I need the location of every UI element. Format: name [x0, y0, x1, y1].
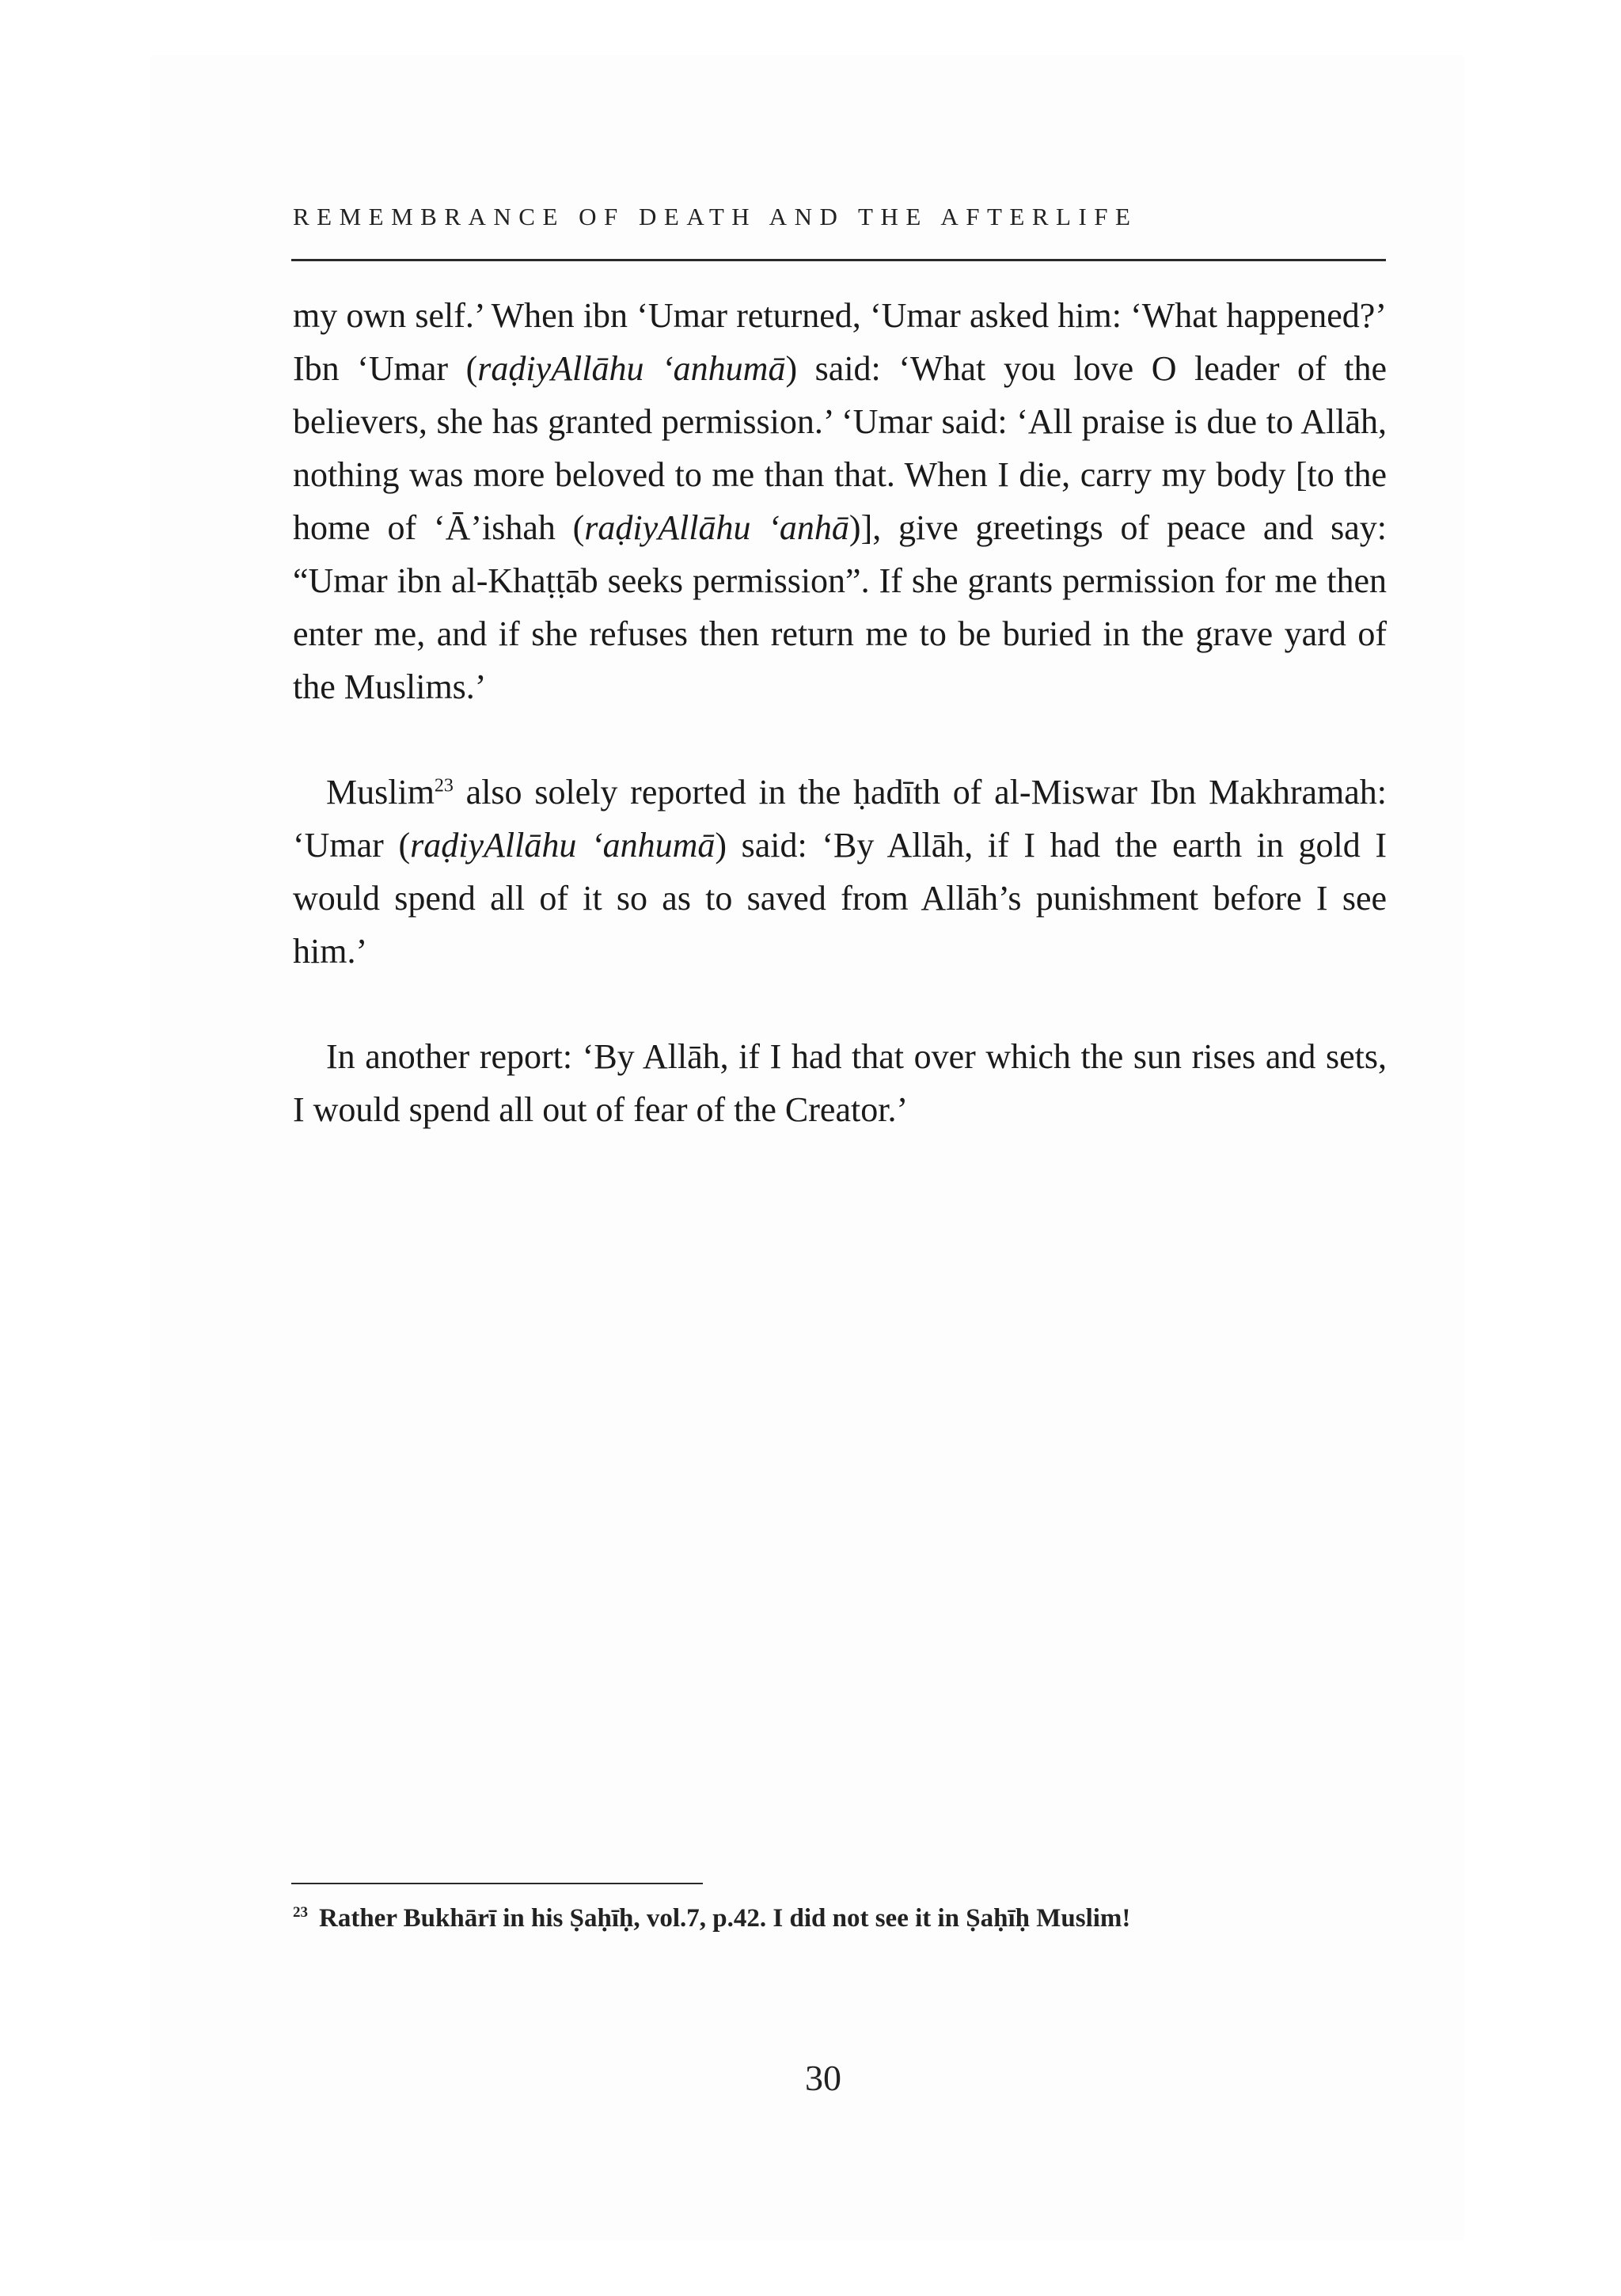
header-rule	[291, 259, 1386, 261]
body-text	[293, 289, 1387, 1136]
page-number: 30	[805, 2058, 841, 2098]
footnote-reference[interactable]: 23	[434, 775, 454, 796]
text-run: ) said: ‘By Allāh, if I had the earth in gold I would spend all of it so as to saved from Allāh’s punishment before I see him.’	[293, 826, 1387, 971]
paragraph-3	[293, 1030, 1387, 1136]
text-run: also solely reported in the ḥadīth of al-Miswar Ibn Makhramah: ‘Umar (	[293, 773, 1387, 865]
text-run: ) said: ‘What you love O leader of the believers, she has granted permission.’ ‘Umar said: ‘All praise is due to Allāh, nothing was more beloved to me than that. When I die, carry my body [to the home of ‘Ā’ishah (	[293, 349, 1388, 547]
text-run: my own self.’ When ibn ‘Umar returned, ‘Umar asked him: ‘What happened?’ Ibn ‘Umar (	[293, 296, 1387, 388]
running-head: REMEMBRANCE OF DEATH AND THE AFTERLIFE	[293, 203, 1138, 230]
italic-run: raḍiyAllāhu ‘anhumā	[477, 349, 786, 388]
paragraph-2	[293, 766, 1387, 978]
italic-run: raḍiyAllāhu ‘anhumā	[410, 826, 716, 865]
text-run: )], give greetings of peace and say: “Umar ibn al-Khaṭṭāb seeks permission”. If she grants permission for me then enter me, and if she refuses then return me to be buried in the grave yard of the Muslims.’	[293, 508, 1387, 706]
footnote	[293, 1901, 1401, 1936]
text-run: In another report: ‘By Allāh, if I had that over which the sun rises and sets, I would spend all out of fear of the Creator.’	[293, 1037, 1387, 1129]
footnote-text: Rather Bukhārī in his Ṣaḥīḥ, vol.7, p.42. I did not see it in Ṣaḥīḥ Muslim!	[319, 1904, 1131, 1933]
footnote-rule	[291, 1883, 703, 1884]
text-run: Muslim	[326, 773, 435, 812]
italic-run: raḍiyAllāhu ‘anhā	[584, 508, 849, 547]
footnote-number: 23	[293, 1904, 308, 1921]
paragraph-1	[293, 289, 1387, 713]
